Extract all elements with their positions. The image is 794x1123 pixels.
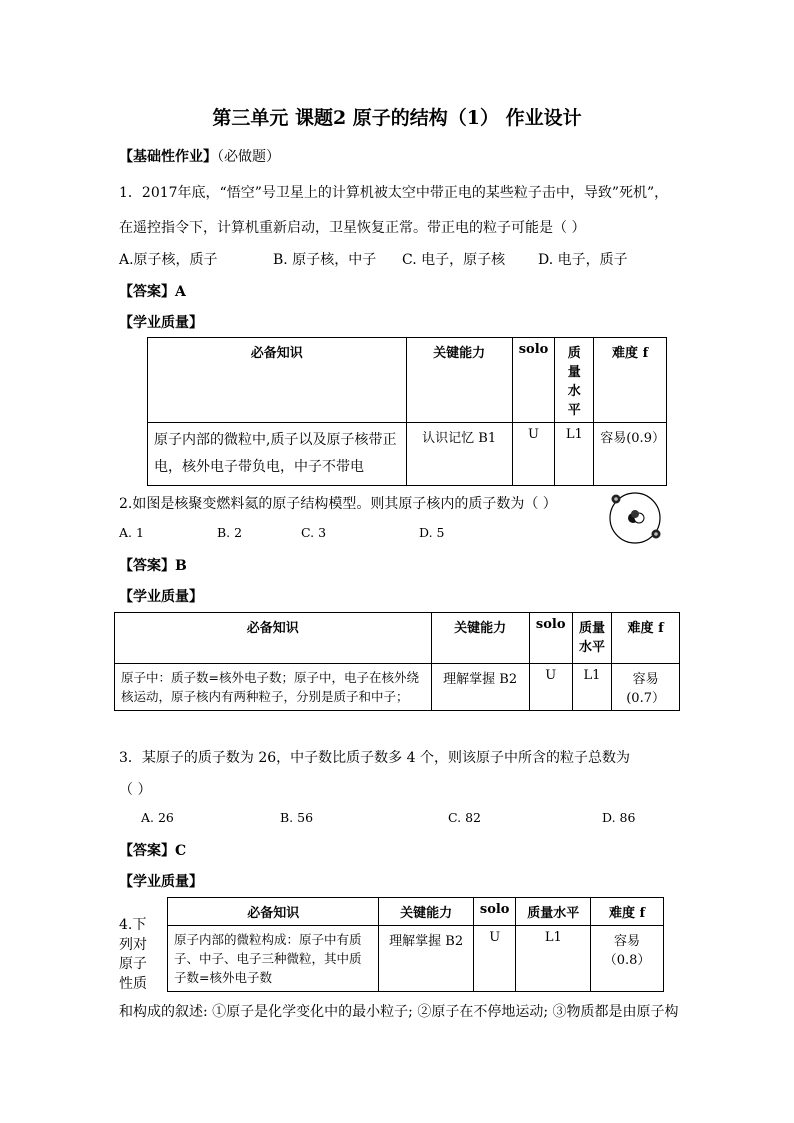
q1-option-a: A.原子核，质子 (119, 252, 218, 268)
q3-option-b: B. 56 (280, 810, 314, 825)
cell-knowledge: 原子中：质子数=核外电子数；原子中，电子在核外绕核运动，原子核内有两种粒子，分别是质子和中子； (115, 664, 432, 711)
page-title: 第三单元 课题2 原子的结构（1） 作业设计 (212, 107, 582, 129)
header-solo: solo (512, 338, 555, 423)
header-solo: solo (529, 613, 572, 664)
header-solo: solo (473, 898, 516, 926)
cell-ability: 理解掌握 B2 (379, 926, 473, 992)
helium-atom-model-icon (604, 490, 668, 548)
cell-ability: 认识记忆 B1 (406, 423, 512, 486)
q3-stem-line1: 3．某原子的质子数为 26，中子数比质子数多 4 个，则该原子中所含的粒子总数为 (119, 750, 630, 766)
q4-stem-side: 4.下 列对 原子 性质 (119, 917, 147, 992)
q3-quality-label: 【学业质量】 (119, 874, 203, 890)
header-difficulty: 难度 f (612, 613, 680, 664)
q3-quality-table (167, 897, 664, 992)
q3-option-c: C. 82 (448, 810, 481, 825)
q2-quality-label: 【学业质量】 (119, 589, 203, 605)
q1-stem-line2: 在遥控指令下，计算机重新启动，卫星恢复正常。带正电的粒子可能是（ ） (119, 220, 586, 236)
header-quality-level: 质量水平 (555, 338, 594, 423)
q2-option-b: B. 2 (217, 525, 243, 540)
header-difficulty: 难度 f (594, 338, 667, 423)
q4-stem-line: 和构成的叙述: ①原子是化学变化中的最小粒子; ②原子在不停地运动; ③物质都是由原子构 (119, 1004, 679, 1020)
cell-knowledge: 原子内部的微粒中,质子以及原子核带正电，核外电子带负电，中子不带电 (148, 423, 407, 486)
q1-stem-line1: 1．2017年底，“悟空”号卫星上的计算机被太空中带正电的某些粒子击中，导致”死机”， (119, 185, 669, 201)
cell-difficulty: 容易（0.8） (591, 926, 664, 992)
q1-option-d: D. 电子，质子 (538, 252, 628, 268)
q2-quality-table (114, 612, 680, 711)
header-knowledge: 必备知识 (168, 898, 379, 926)
header-ability: 关键能力 (431, 613, 529, 664)
q1-answer: 【答案】A (119, 284, 186, 300)
cell-quality-level: L1 (555, 423, 594, 486)
header-difficulty: 难度 f (591, 898, 664, 926)
q3-answer: 【答案】C (119, 843, 187, 859)
header-ability: 关键能力 (379, 898, 473, 926)
section-heading (119, 146, 280, 166)
cell-solo: U (529, 664, 572, 711)
cell-difficulty: 容易(0.9） (594, 423, 667, 486)
header-ability: 关键能力 (406, 338, 512, 423)
q1-option-c: C. 电子，原子核 (402, 252, 506, 268)
q2-option-a: A. 1 (119, 525, 144, 540)
q3-option-a: A. 26 (141, 810, 174, 825)
cell-quality-level: L1 (572, 664, 611, 711)
q2-stem: 2.如图是核聚变燃料氦的原子结构模型。则其原子核内的质子数为（ ） (119, 496, 557, 512)
cell-solo: U (512, 423, 555, 486)
q3-stem-line2: （ ） (119, 782, 152, 798)
header-quality-level: 质量水平 (516, 898, 591, 926)
q2-option-c: C. 3 (301, 525, 327, 540)
cell-ability: 理解掌握 B2 (431, 664, 529, 711)
q2-option-d: D. 5 (419, 525, 445, 540)
section-label: 【基础性作业】 (119, 149, 217, 165)
q3-option-d: D. 86 (602, 810, 636, 825)
cell-quality-level: L1 (516, 926, 591, 992)
cell-knowledge: 原子内部的微粒构成：原子中有质子、中子、电子三种微粒，其中质子数=核外电子数 (168, 926, 379, 992)
q1-quality-label: 【学业质量】 (119, 315, 203, 331)
header-knowledge: 必备知识 (148, 338, 407, 423)
header-knowledge: 必备知识 (115, 613, 432, 664)
section-note: （必做题） (217, 149, 280, 165)
q1-option-b: B. 原子核，中子 (273, 252, 377, 268)
q2-answer: 【答案】B (119, 558, 187, 574)
cell-difficulty: 容易(0.7） (612, 664, 680, 711)
cell-solo: U (473, 926, 516, 992)
q1-quality-table (147, 337, 667, 486)
header-quality-level: 质量水平 (572, 613, 611, 664)
